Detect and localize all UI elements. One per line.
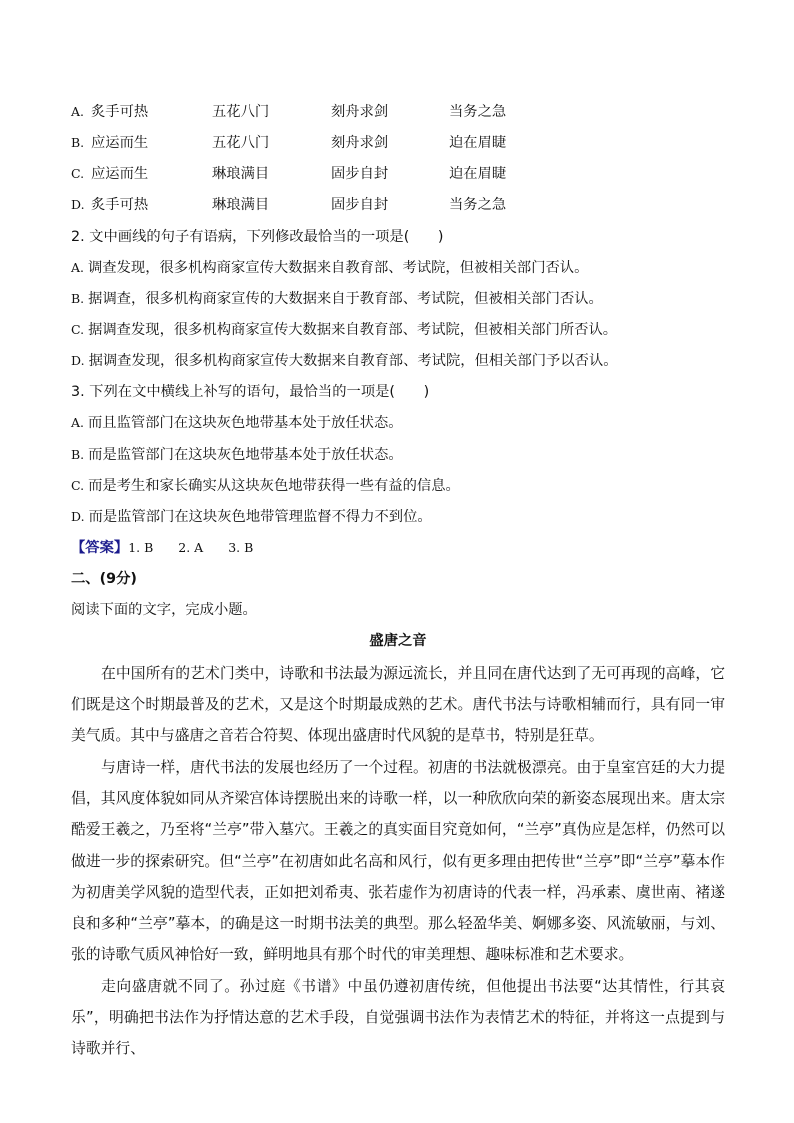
option-word: 琳琅满目 [212, 197, 270, 213]
option-letter: B. [71, 447, 85, 462]
option-text: 而是监管部门在这块灰色地带管理监督不得力不到位。 [88, 509, 432, 525]
option-word: 迫在眉睫 [449, 166, 507, 182]
option-text: 据调查发现，很多机构商家宣传大数据来自教育部、考试院，但被相关部门所否认。 [88, 322, 618, 338]
q3-option-c [71, 475, 460, 497]
option-text: 而且监管部门在这块灰色地带基本处于放任状态。 [88, 415, 403, 431]
q2-option-d [71, 350, 618, 372]
section-heading: 二、(9分) [71, 571, 137, 587]
answer-values: 1. B 2. A 3. B [128, 540, 254, 555]
q1-option-d [71, 194, 507, 216]
option-word: 炙手可热 [91, 104, 149, 120]
article-title: 盛唐之音 [369, 633, 427, 649]
answer-tag: 【答案】 [71, 540, 129, 556]
section-instruction: 阅读下面的文字，完成小题。 [71, 602, 257, 618]
option-word: 应运而生 [91, 166, 149, 182]
option-text: 而是监管部门在这块灰色地带基本处于放任状态。 [88, 447, 403, 463]
option-word: 当务之急 [449, 197, 507, 213]
option-letter: D. [71, 197, 85, 212]
q3-option-d [71, 506, 432, 528]
option-word: 固步自封 [331, 166, 389, 182]
q3-option-a [71, 412, 403, 434]
option-word: 迫在眉睫 [449, 135, 507, 151]
q3-stem: 3. 下列在文中横线上补写的语句，最恰当的一项是( ) [71, 384, 430, 400]
q1-option-c [71, 163, 507, 185]
option-word: 五花八门 [212, 104, 270, 120]
q2-option-c [71, 319, 617, 341]
option-letter: B. [71, 135, 85, 150]
option-letter: A. [71, 260, 85, 275]
option-word: 炙手可热 [91, 197, 149, 213]
option-text: 据调查，很多机构商家宣传的大数据来自于教育部、考试院，但被相关部门否认。 [88, 291, 603, 307]
q2-option-a [71, 257, 588, 279]
answer-line [71, 537, 253, 559]
option-word: 应运而生 [91, 135, 149, 151]
option-letter: A. [71, 104, 85, 119]
option-word: 琳琅满目 [212, 166, 270, 182]
option-letter: C. [71, 322, 85, 337]
option-text: 据调查发现，很多机构商家宣传大数据来自教育部、考试院，但相关部门予以否认。 [88, 353, 618, 369]
q2-stem: 2. 文中画线的句子有语病，下列修改最恰当的一项是( ) [71, 229, 444, 245]
option-letter: B. [71, 291, 85, 306]
q1-option-a [71, 101, 507, 123]
option-letter: D. [71, 509, 85, 524]
option-letter: C. [71, 478, 85, 493]
option-letter: C. [71, 166, 85, 181]
option-letter: D. [71, 353, 85, 368]
option-word: 刻舟求剑 [331, 104, 389, 120]
option-letter: A. [71, 415, 85, 430]
article-paragraph: 走向盛唐就不同了。孙过庭《书谱》中虽仍遵初唐传统，但他提出书法要“达其情性，行其哀乐”，明确把书法作为抒情达意的艺术手段，自觉强调书法作为表情艺术的特征，并将这一点提到与诗歌并行、 [71, 978, 725, 1058]
option-word: 固步自封 [331, 197, 389, 213]
q1-option-b [71, 132, 507, 154]
option-word: 刻舟求剑 [331, 135, 389, 151]
option-word: 五花八门 [212, 135, 270, 151]
q3-option-b [71, 444, 403, 466]
q2-option-b [71, 288, 603, 310]
option-word: 当务之急 [449, 104, 507, 120]
option-text: 而是考生和家长确实从这块灰色地带获得一些有益的信息。 [88, 478, 460, 494]
article-paragraph: 与唐诗一样，唐代书法的发展也经历了一个过程。初唐的书法就极漂亮。由于皇室宫廷的大力提倡，其风度体貌如同从齐梁宫体诗摆脱出来的诗歌一样，以一种欣欣向荣的新姿态展现出来。唐太宗酷爱王羲之，乃至将“兰亭”带入墓穴。王羲之的真实面目究竟如何，“兰亭”真伪应是怎样，仍然可以做进一步的探索研究。但“兰亭”在初唐如此名高和风行，似有更多理由把传世“兰亭”即“兰亭”摹本作为初唐美学风貌的造型代表，正如把刘希夷、张若虚作为初唐诗的代表一样，冯承素、虞世南、褚遂良和多种“兰亭”摹本，的确是这一时期书法美的典型。那么轻盈华美、婀娜多姿、风流敏丽，与刘、张的诗歌气质风神恰好一致，鲜明地具有那个时代的审美理想、趣味标准和艺术要求。 [71, 759, 725, 964]
option-text: 调查发现，很多机构商家宣传大数据来自教育部、考试院，但被相关部门否认。 [88, 260, 589, 276]
article-paragraph: 在中国所有的艺术门类中，诗歌和书法最为源远流长，并且同在唐代达到了无可再现的高峰，它们既是这个时期最普及的艺术，又是这个时期最成熟的艺术。唐代书法与诗歌相辅而行，具有同一审美气质。其中与盛唐之音若合符契、体现出盛唐时代风貌的是草书，特别是狂草。 [71, 665, 725, 745]
